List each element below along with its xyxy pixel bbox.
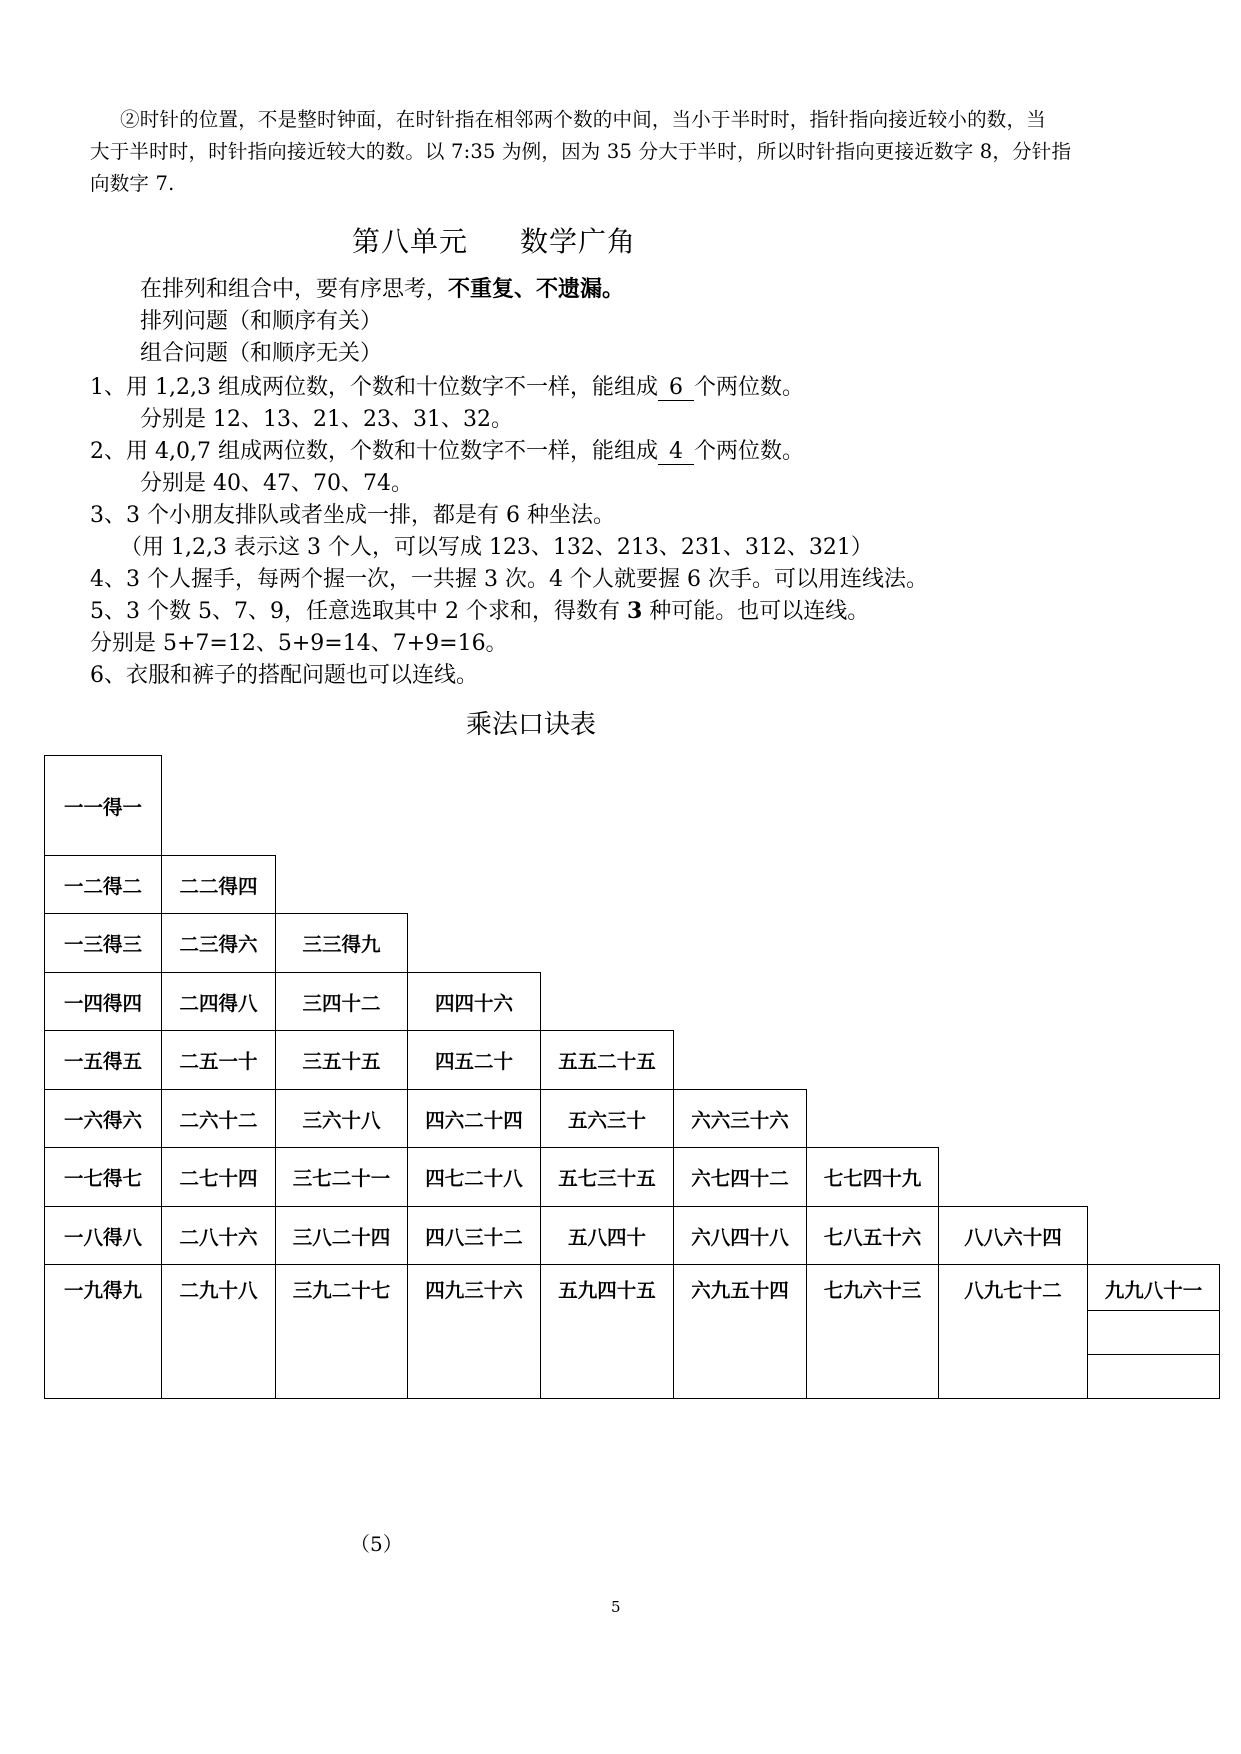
question-6: 6、衣服和裤子的搭配问题也可以连线。 — [90, 663, 478, 688]
question-4: 4、3 个人握手，每两个握一次，一共握 3 次。4 个人就要握 6 次手。可以用连线法。 — [90, 567, 928, 592]
table-cell: 三六十八 — [275, 1089, 408, 1148]
question-2-suffix: 个两位数。 — [693, 439, 804, 464]
multiplication-table-title: 乘法口诀表 — [466, 710, 597, 740]
page-mark: （5） — [350, 1532, 403, 1556]
question-2-answer: 4 — [658, 440, 694, 465]
permutation-label: 排列问题（和顺序有关） — [140, 309, 383, 334]
table-cell: 三八二十四 — [275, 1206, 408, 1265]
table-cell: 二三得六 — [161, 913, 276, 973]
table-cell: 二八十六 — [161, 1206, 276, 1265]
question-1-suffix: 个两位数。 — [693, 375, 804, 400]
table-cell: 八八六十四 — [938, 1206, 1088, 1265]
question-5-text: 5、3 个数 5、7、9，任意选取其中 2 个求和，得数有 — [90, 599, 620, 624]
table-cell: 一四得四 — [44, 972, 162, 1031]
question-1-detail: 分别是 12、13、21、23、31、32。 — [140, 407, 513, 432]
table-cell: 一五得五 — [44, 1030, 162, 1090]
table-cell: 五八四十 — [540, 1206, 674, 1265]
table-cell: 四六二十四 — [407, 1089, 541, 1148]
principle-line — [140, 272, 624, 303]
table-cell: 八九七十二 — [938, 1264, 1088, 1399]
question-3: 3、3 个小朋友排队或者坐成一排，都是有 6 种坐法。 — [90, 503, 615, 528]
table-cell: 四八三十二 — [407, 1206, 541, 1265]
page-number: 5 — [611, 1598, 621, 1616]
table-cell: 三七二十一 — [275, 1147, 408, 1207]
table-cell: 四五二十 — [407, 1030, 541, 1090]
intro-line-1: ②时针的位置，不是整时钟面，在时针指在相邻两个数的中间，当小于半时时，指针指向接近较小的数，当 — [120, 108, 1046, 131]
table-cell: 五九四十五 — [540, 1264, 674, 1399]
section-title-topic: 数学广角 — [520, 225, 637, 258]
table-cell: 二五一十 — [161, 1030, 276, 1090]
table-cell: 六七四十二 — [673, 1147, 807, 1207]
table-cell: 二四得八 — [161, 972, 276, 1031]
table-cell: 一九得九 — [44, 1264, 162, 1399]
question-5-count: 3 — [626, 598, 643, 624]
question-2 — [90, 434, 804, 465]
table-cell: 三四十二 — [275, 972, 408, 1031]
table-cell: 七七四十九 — [806, 1147, 939, 1207]
table-empty-cell — [1087, 1310, 1220, 1355]
intro-line-2: 大于半时时，时针指向接近较大的数。以 7:35 为例，因为 35 分大于半时，所以时针指向更接近数字 8，分针指 — [90, 140, 1072, 163]
table-cell: 一三得三 — [44, 913, 162, 973]
table-cell: 五六三十 — [540, 1089, 674, 1148]
table-cell: 六九五十四 — [673, 1264, 807, 1399]
table-cell: 四七二十八 — [407, 1147, 541, 1207]
section-title-unit: 第八单元 — [352, 225, 469, 258]
table-cell: 二二得四 — [161, 855, 276, 914]
table-cell: 三三得九 — [275, 913, 408, 973]
table-cell: 六六三十六 — [673, 1089, 807, 1148]
question-3-detail: （用 1,2,3 表示这 3 个人，可以写成 123、132、213、231、312、321） — [120, 535, 873, 560]
table-cell: 五五二十五 — [540, 1030, 674, 1090]
table-cell: 三九二十七 — [275, 1264, 408, 1399]
table-empty-cell — [1087, 1354, 1220, 1399]
table-cell: 二九十八 — [161, 1264, 276, 1399]
table-cell: 二六十二 — [161, 1089, 276, 1148]
table-cell: 一八得八 — [44, 1206, 162, 1265]
question-1-answer: 6 — [658, 376, 694, 401]
table-cell: 六八四十八 — [673, 1206, 807, 1265]
table-cell: 一二得二 — [44, 855, 162, 914]
question-1-text: 1、用 1,2,3 组成两位数，个数和十位数字不一样，能组成 — [90, 375, 658, 400]
table-cell: 三五十五 — [275, 1030, 408, 1090]
table-cell: 四九三十六 — [407, 1264, 541, 1399]
table-cell: 四四十六 — [407, 972, 541, 1031]
question-1 — [90, 370, 804, 401]
table-cell: 一六得六 — [44, 1089, 162, 1148]
question-2-text: 2、用 4,0,7 组成两位数，个数和十位数字不一样，能组成 — [90, 439, 658, 464]
table-cell: 九九八十一 — [1087, 1264, 1220, 1311]
table-cell: 二七十四 — [161, 1147, 276, 1207]
table-cell: 一一得一 — [44, 755, 162, 856]
intro-line-3: 向数字 7. — [90, 172, 175, 195]
question-2-detail: 分别是 40、47、70、74。 — [140, 471, 413, 496]
table-cell: 七八五十六 — [806, 1206, 939, 1265]
section-title — [352, 220, 636, 260]
question-5-detail: 分别是 5+7=12、5+9=14、7+9=16。 — [90, 631, 508, 656]
question-5 — [90, 594, 869, 625]
combination-label: 组合问题（和顺序无关） — [140, 341, 383, 366]
principle-prefix: 在排列和组合中，要有序思考， — [140, 277, 449, 302]
question-5-suffix: 种可能。也可以连线。 — [649, 599, 870, 624]
table-cell: 七九六十三 — [806, 1264, 939, 1399]
table-cell: 一七得七 — [44, 1147, 162, 1207]
principle-emphasis: 不重复、不遗漏。 — [448, 276, 625, 302]
table-cell: 五七三十五 — [540, 1147, 674, 1207]
